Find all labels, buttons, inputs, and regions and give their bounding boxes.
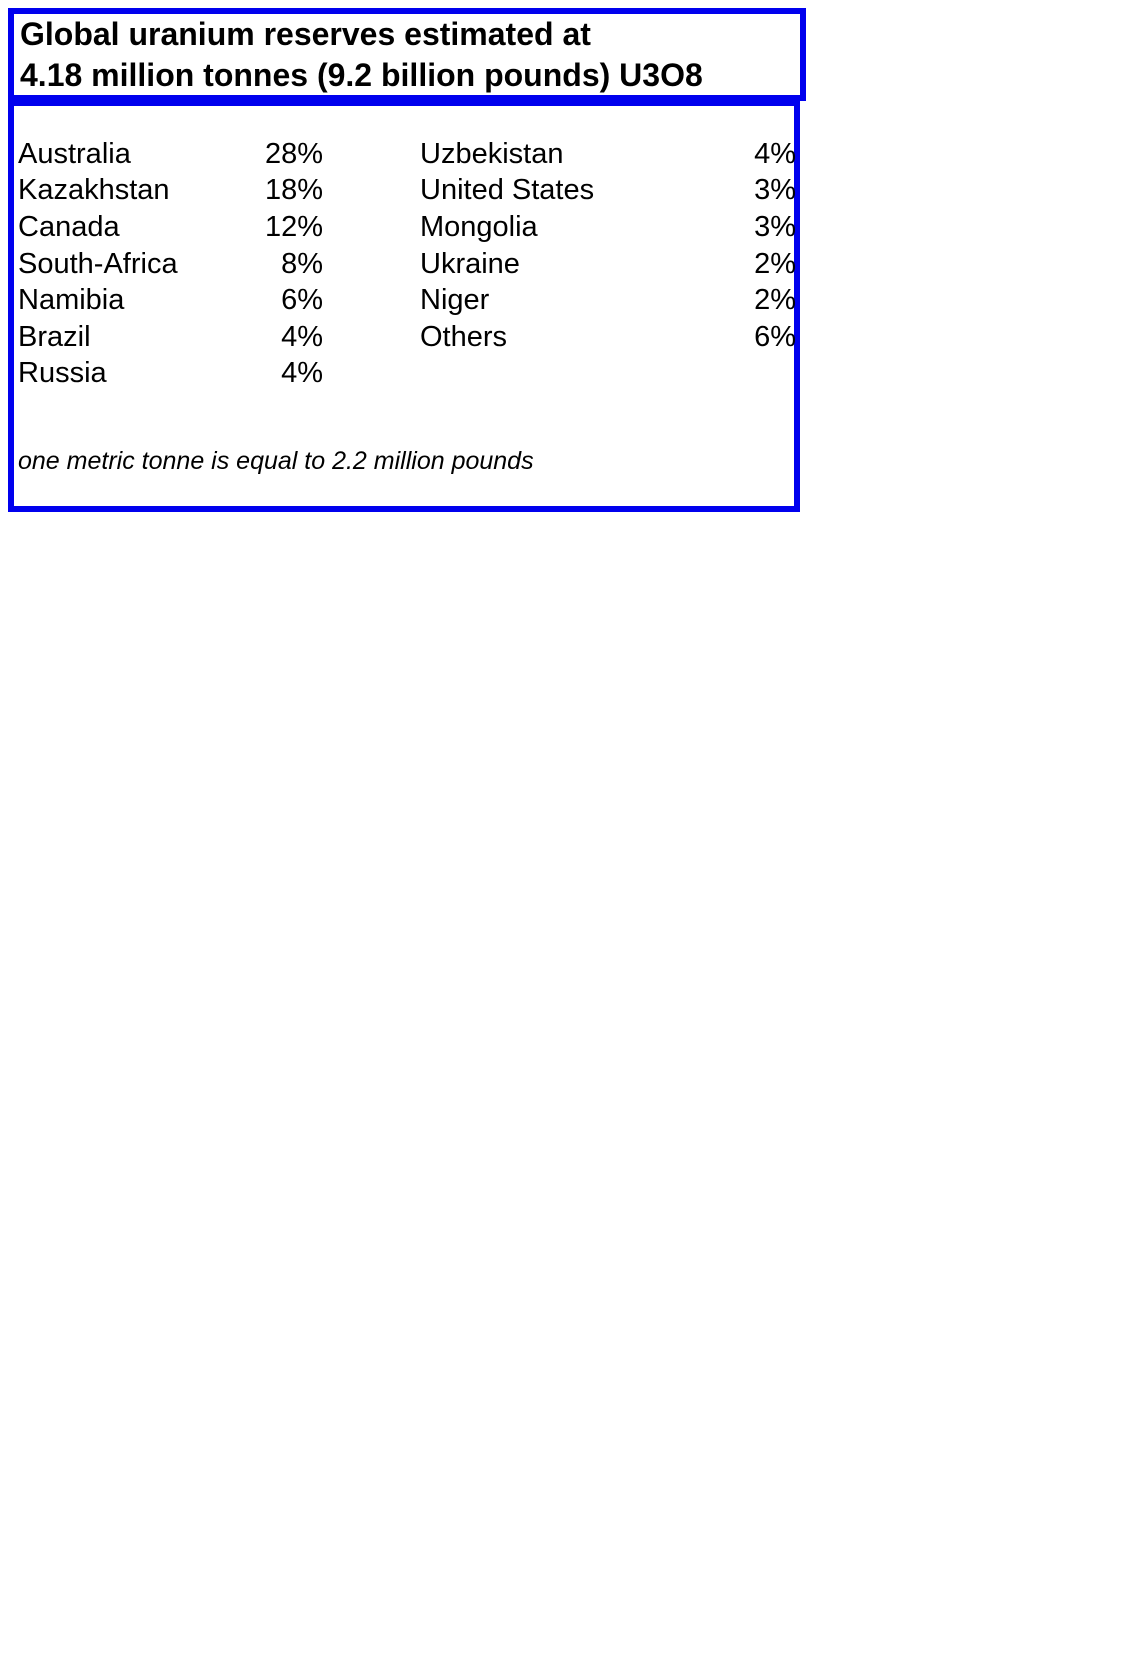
country-label: Brazil bbox=[18, 320, 91, 353]
table-row bbox=[18, 209, 323, 246]
share-value: 12% bbox=[264, 210, 323, 243]
table-row bbox=[18, 136, 323, 173]
share-value: 8% bbox=[281, 247, 323, 280]
table-row bbox=[420, 282, 796, 319]
country-label: South-Africa bbox=[18, 247, 178, 280]
reserves-column-right bbox=[420, 136, 796, 356]
share-value: 28% bbox=[264, 137, 323, 170]
share-value: 4% bbox=[754, 137, 796, 170]
table-row bbox=[18, 356, 323, 393]
table-row bbox=[420, 209, 796, 246]
country-label: Australia bbox=[18, 137, 131, 170]
country-label: Russia bbox=[18, 357, 107, 390]
conversion-footnote: one metric tonne is equal to 2.2 million pounds bbox=[18, 447, 534, 475]
table-row bbox=[18, 246, 323, 283]
title-line-2: 4.18 million tonnes (9.2 billion pounds) U3O8 bbox=[20, 57, 703, 93]
share-value: 4% bbox=[281, 357, 323, 390]
country-label: Niger bbox=[420, 284, 490, 317]
share-value: 6% bbox=[281, 284, 323, 317]
country-label: Mongolia bbox=[420, 210, 538, 243]
country-label: Uzbekistan bbox=[420, 137, 564, 170]
table-row bbox=[420, 319, 796, 356]
country-label: United States bbox=[420, 174, 595, 207]
share-value: 4% bbox=[281, 320, 323, 353]
country-label: Others bbox=[420, 320, 508, 353]
country-label: Kazakhstan bbox=[18, 174, 170, 207]
share-value: 3% bbox=[754, 210, 796, 243]
table-row bbox=[420, 136, 796, 173]
table-row bbox=[420, 246, 796, 283]
table-row bbox=[420, 173, 796, 210]
country-label: Canada bbox=[18, 210, 120, 243]
share-value: 2% bbox=[754, 247, 796, 280]
table-row bbox=[18, 173, 323, 210]
table-row bbox=[18, 319, 323, 356]
country-label: Namibia bbox=[18, 284, 125, 317]
title-box bbox=[8, 8, 806, 101]
country-label: Ukraine bbox=[420, 247, 520, 280]
reserves-column-left bbox=[18, 136, 323, 392]
reserves-table-box bbox=[8, 100, 800, 512]
table-row bbox=[18, 282, 323, 319]
title-line-1: Global uranium reserves estimated at bbox=[20, 16, 591, 52]
share-value: 2% bbox=[754, 284, 796, 317]
share-value: 3% bbox=[754, 174, 796, 207]
share-value: 6% bbox=[754, 320, 796, 353]
share-value: 18% bbox=[264, 174, 323, 207]
